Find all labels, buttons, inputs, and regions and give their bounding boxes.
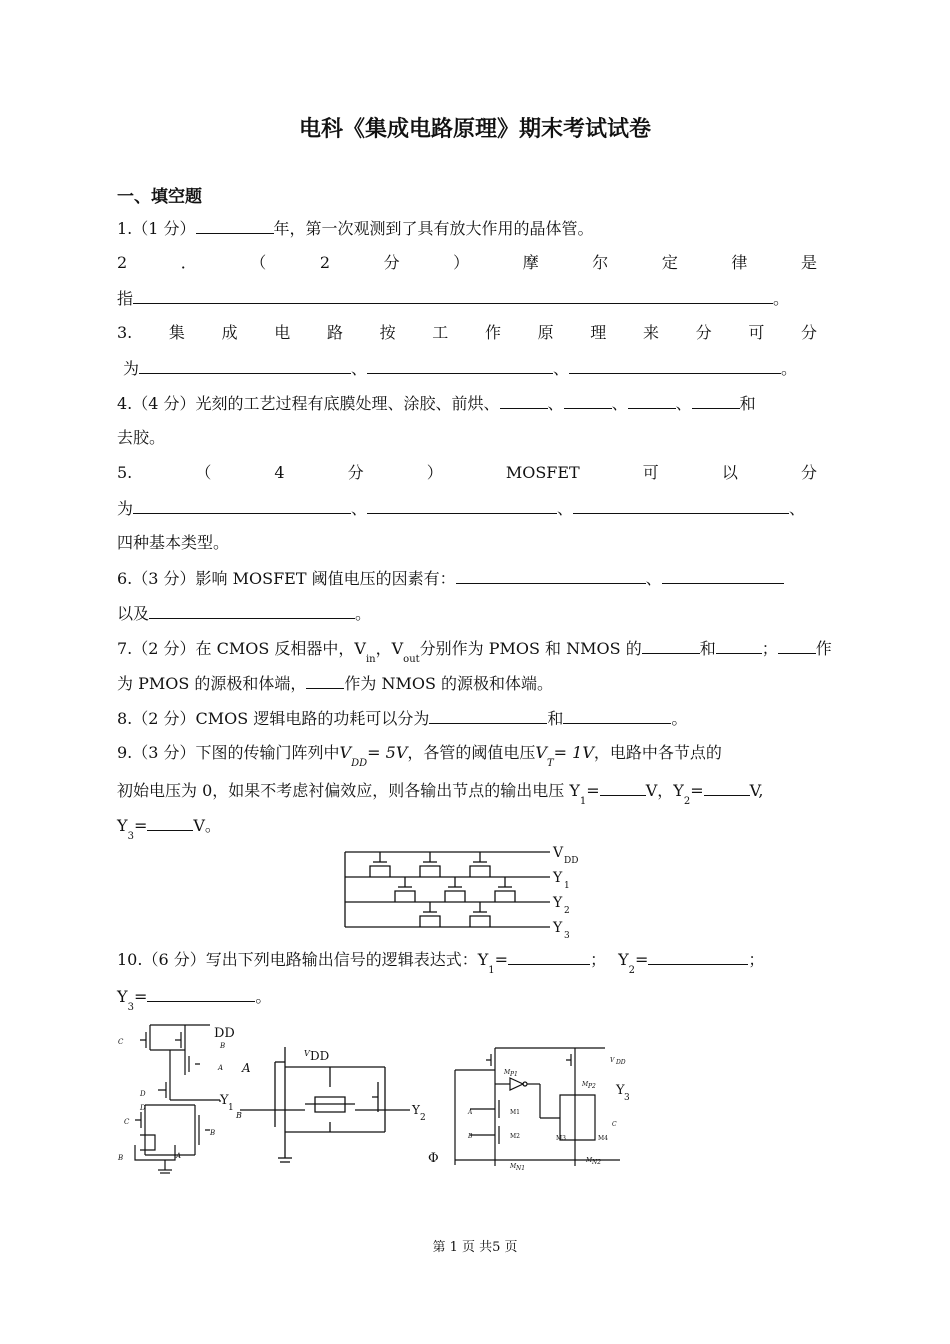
svg-text:Y: Y <box>412 1103 420 1117</box>
svg-text:Y: Y <box>553 920 563 936</box>
svg-text:B: B <box>210 1129 216 1137</box>
answer-blank[interactable] <box>692 392 740 409</box>
svg-text:1: 1 <box>564 881 570 891</box>
svg-text:D: D <box>140 1090 146 1098</box>
answer-blank[interactable] <box>716 637 762 654</box>
svg-text:M: M <box>504 1069 511 1076</box>
answer-blank[interactable] <box>564 392 612 409</box>
circuit-figure-a <box>110 1020 250 1180</box>
svg-text:M1: M1 <box>510 1109 520 1116</box>
question-9-line2: 初始电压为 0，如果不考虑衬偏效应，则各输出节点的输出电压 $Y_1= V$，$Y_2= V$, <box>117 781 764 807</box>
svg-text:Y: Y <box>616 1083 625 1098</box>
question-9-line1: 9.（3 分）下图的传输门阵列中$V_{DD}= 5V$，各管的阈值电压$V_T= 1V$，电路中各节点的 <box>117 743 722 769</box>
svg-text:A: A <box>218 1064 224 1072</box>
svg-text:B: B <box>220 1042 226 1050</box>
answer-blank[interactable] <box>147 814 193 831</box>
svg-text:D: D <box>140 1104 146 1112</box>
answer-blank[interactable] <box>628 392 676 409</box>
question-5-line3: 四种基本类型。 <box>117 533 230 552</box>
question-5-line2: 为 、 、 、 <box>117 499 806 518</box>
answer-blank[interactable] <box>367 497 557 514</box>
answer-blank[interactable] <box>662 567 784 584</box>
answer-blank[interactable] <box>600 779 646 796</box>
page-footer: 第 1 页 共5 页 <box>432 1240 518 1255</box>
svg-text:Y: Y <box>553 870 563 886</box>
exam-title: 电科《集成电路原理》期末考试试卷 <box>298 117 651 142</box>
answer-blank[interactable] <box>133 287 773 304</box>
answer-blank[interactable] <box>149 602 355 619</box>
question-7-line1: 7.（2 分）在 CMOS 反相器中，$V_{in}$，$V_{out}$分别作为 PMOS 和 NMOS 的 和 ； 作 <box>117 639 832 665</box>
answer-blank[interactable] <box>569 357 781 374</box>
svg-text:N1: N1 <box>516 1165 526 1172</box>
question-6-line2: 以及 。 <box>117 604 372 623</box>
svg-text:V: V <box>304 1049 310 1058</box>
svg-text:2: 2 <box>420 1113 426 1123</box>
answer-blank[interactable] <box>147 985 255 1002</box>
svg-text:2: 2 <box>564 906 570 916</box>
answer-blank[interactable] <box>648 948 748 965</box>
svg-text:P1: P1 <box>510 1071 518 1078</box>
answer-blank[interactable] <box>429 707 547 724</box>
answer-blank[interactable] <box>563 707 671 724</box>
question-1: 1.（1 分） 年，第一次观测到了具有放大作用的晶体管。 <box>117 219 594 238</box>
svg-text:C: C <box>124 1118 130 1126</box>
circuit-figure-c <box>420 1040 640 1175</box>
svg-text:B: B <box>118 1154 124 1162</box>
svg-text:M3: M3 <box>556 1135 566 1142</box>
svg-text:Φ: Φ <box>428 1151 439 1166</box>
svg-text:DD: DD <box>564 856 579 866</box>
circuit-figure-b <box>230 1042 430 1172</box>
svg-text:M4: M4 <box>598 1135 608 1142</box>
svg-text:P2: P2 <box>588 1083 596 1090</box>
question-8: 8.（2 分）CMOS 逻辑电路的功耗可以分为 和 。 <box>117 709 688 728</box>
svg-text:DD: DD <box>616 1059 626 1066</box>
question-10-line1: 10.（6 分）写出下列电路输出信号的逻辑表达式：$Y_1=$ ； $Y_2=$ ； <box>117 950 765 976</box>
svg-text:Y: Y <box>220 1093 229 1108</box>
answer-blank[interactable] <box>778 637 816 654</box>
svg-text:N2: N2 <box>592 1159 602 1166</box>
section-heading: 一、填空题 <box>117 187 202 207</box>
svg-text:M: M <box>582 1081 589 1088</box>
svg-text:M: M <box>510 1163 517 1170</box>
question-3-line2: 为 、 、 。 <box>123 359 798 378</box>
svg-text:A: A <box>468 1109 473 1116</box>
question-3-line1: 3. 集 成 电 路 按 工 作 原 理 来 分 可 分 <box>117 323 817 342</box>
svg-text:V: V <box>610 1057 615 1064</box>
question-4-line1: 4.（4 分）光刻的工艺过程有底膜处理、涂胶、前烘、 、 、 、 和 <box>117 394 756 413</box>
question-6-line1: 6.（3 分）影响 MOSFET 阈值电压的因素有： 、 <box>117 567 817 590</box>
svg-text:C: C <box>612 1121 617 1128</box>
svg-text:M2: M2 <box>510 1133 520 1140</box>
svg-text:A: A <box>176 1152 182 1160</box>
answer-blank[interactable] <box>196 217 274 234</box>
svg-text:B: B <box>468 1133 473 1140</box>
svg-text:B: B <box>236 1111 242 1120</box>
svg-text:C: C <box>118 1038 124 1046</box>
answer-blank[interactable] <box>367 357 553 374</box>
svg-text:V: V <box>553 845 564 861</box>
question-4-line2: 去胶。 <box>117 428 166 447</box>
question-10-line2: $Y_3=$ 。 <box>117 987 272 1013</box>
svg-text:3: 3 <box>564 931 570 941</box>
answer-blank[interactable] <box>508 948 590 965</box>
answer-blank[interactable] <box>456 567 646 584</box>
svg-text:3: 3 <box>624 1093 630 1103</box>
answer-blank[interactable] <box>500 392 548 409</box>
svg-text:Y: Y <box>553 895 563 911</box>
svg-text:DD: DD <box>310 1049 330 1063</box>
answer-blank[interactable] <box>139 357 351 374</box>
answer-blank[interactable] <box>133 497 351 514</box>
answer-blank[interactable] <box>573 497 789 514</box>
transmission-gate-array-figure <box>335 842 595 942</box>
question-7-line2: 为 PMOS 的源极和体端， 作为 NMOS 的源极和体端。 <box>117 674 554 693</box>
question-2-line1: 2 ． （ 2 分 ） 摩 尔 定 律 是 <box>117 253 817 272</box>
svg-text:1: 1 <box>228 1103 234 1113</box>
svg-text:A: A <box>242 1061 251 1075</box>
question-2-line2: 指 。 <box>117 289 790 308</box>
answer-blank[interactable] <box>704 779 750 796</box>
svg-text:DD: DD <box>214 1026 235 1041</box>
question-5-line1: 5. （ 4 分 ） MOSFET 可 以 分 <box>117 463 817 482</box>
answer-blank[interactable] <box>306 672 344 689</box>
svg-text:M: M <box>586 1157 593 1164</box>
question-9-line3: $Y_3= V$。 <box>117 816 221 842</box>
answer-blank[interactable] <box>642 637 700 654</box>
